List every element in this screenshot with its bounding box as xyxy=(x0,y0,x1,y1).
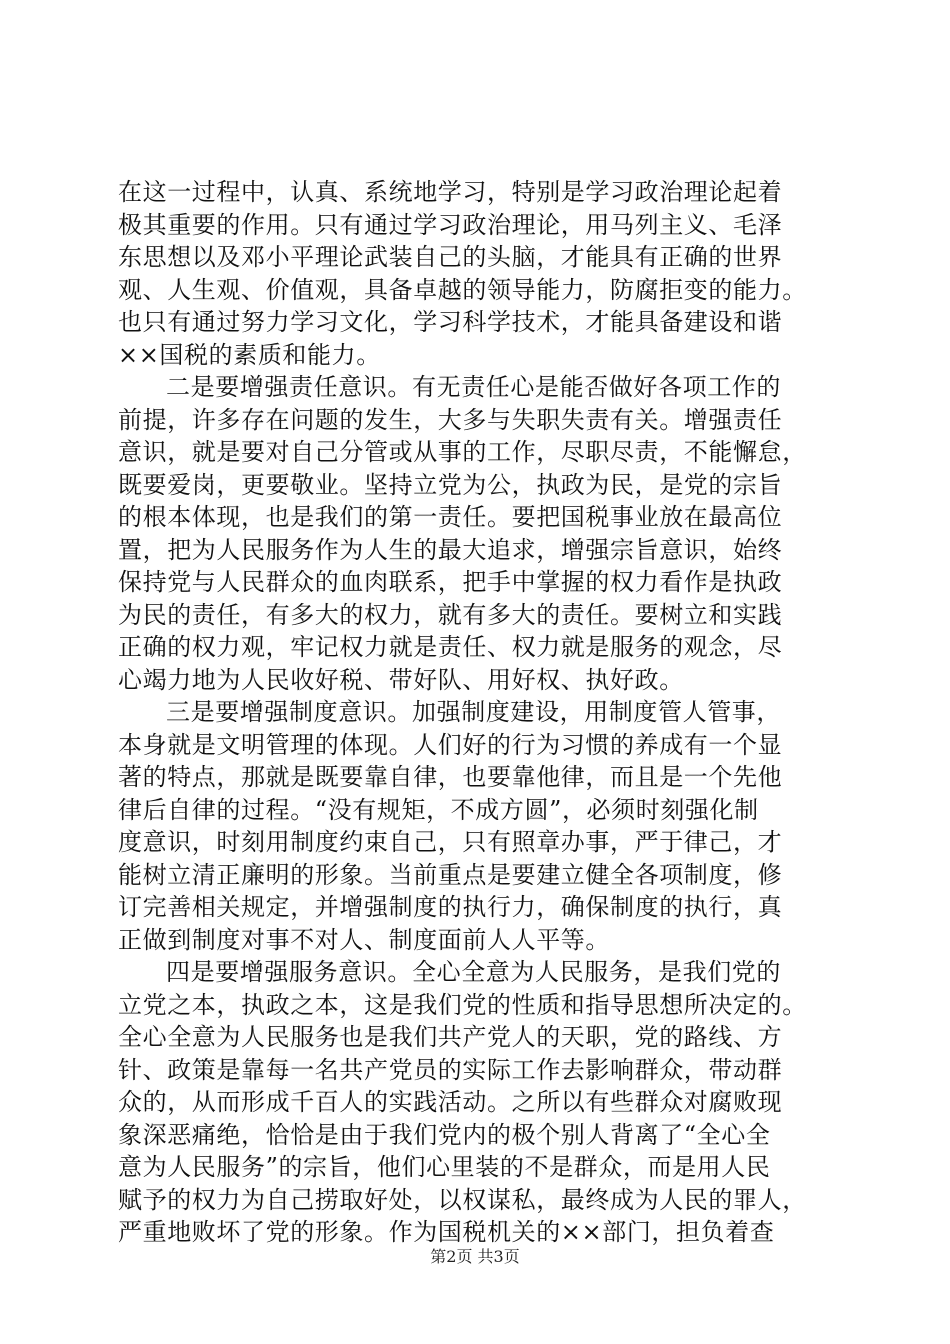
paragraph-start-line: 二是要增强责任意识。有无责任心是能否做好各项工作的 xyxy=(166,373,781,401)
text-line: 订完善相关规定，并增强制度的执行力，确保制度的执行，真 xyxy=(118,893,783,921)
text-line: 象深恶痛绝，恰恰是由于我们党内的极个别人背离了“全心全 xyxy=(118,1120,771,1149)
paragraph-start-line: 四是要增强服务意识。全心全意为人民服务，是我们党的 xyxy=(166,958,781,986)
text-line: 也只有通过努力学习文化，学习科学技术，才能具备建设和谐 xyxy=(118,308,783,336)
text-line: 极其重要的作用。只有通过学习政治理论，用马列主义、毛泽 xyxy=(118,210,783,239)
page-number-footer: 第2页 共3页 xyxy=(430,1247,520,1266)
text-line: 前提，许多存在问题的发生，大多与失职失责有关。增强责任 xyxy=(118,405,783,434)
text-line: 既要爱岗，更要敬业。坚持立党为公，执政为民，是党的宗旨 xyxy=(118,470,783,499)
text-line: 著的特点，那就是既要靠自律，也要靠他律，而且是一个先他 xyxy=(118,763,783,791)
text-line: 意为人民服务”的宗旨，他们心里装的不是群众，而是用人民 xyxy=(118,1153,771,1181)
text-line: 置，把为人民服务作为人生的最大追求，增强宗旨意识，始终 xyxy=(118,535,783,564)
text-line: 东思想以及邓小平理论武装自己的头脑，才能具有正确的世界 xyxy=(118,243,783,271)
text-line: 意识，就是要对自己分管或从事的工作，尽职尽责，不能懈怠， xyxy=(118,438,807,466)
text-line: 观、人生观、价值观，具备卓越的领导能力，防腐拒变的能力。 xyxy=(118,275,807,304)
text-line: 本身就是文明管理的体现。人们好的行为习惯的养成有一个显 xyxy=(118,730,783,759)
text-line: 为民的责任，有多大的权力，就有多大的责任。要树立和实践 xyxy=(118,600,783,629)
text-line: 的根本体现，也是我们的第一责任。要把国税事业放在最高位 xyxy=(118,503,783,531)
text-line: 律后自律的过程。“没有规矩，不成方圆”，必须时刻强化制 xyxy=(118,795,759,824)
text-line: 立党之本，执政之本，这是我们党的性质和指导思想所决定的。 xyxy=(118,990,807,1019)
text-line: 全心全意为人民服务也是我们共产党人的天职，党的路线、方 xyxy=(118,1023,783,1051)
text-line: 针、政策是靠每一名共产党员的实际工作去影响群众，带动群 xyxy=(118,1055,783,1084)
text-line: 严重地败坏了党的形象。作为国税机关的××部门，担负着查 xyxy=(118,1218,775,1246)
text-line: 正确的权力观，牢记权力就是责任、权力就是服务的观念，尽 xyxy=(118,633,783,661)
paragraph-start-line: 三是要增强制度意识。加强制度建设，用制度管人管事， xyxy=(166,698,781,726)
text-line: ××国税的素质和能力。 xyxy=(118,340,381,369)
body-text xyxy=(118,176,834,1249)
text-line: 赋予的权力为自己捞取好处，以权谋私，最终成为人民的罪人， xyxy=(118,1185,807,1214)
text-line: 在这一过程中，认真、系统地学习，特别是学习政治理论起着 xyxy=(118,178,783,206)
text-line: 众的，从而形成千百人的实践活动。之所以有些群众对腐败现 xyxy=(118,1088,783,1116)
text-line: 心竭力地为人民收好税、带好队、用好权、执好政。 xyxy=(118,665,684,694)
text-line: 保持党与人民群众的血肉联系，把手中掌握的权力看作是执政 xyxy=(118,568,783,596)
text-line: 能树立清正廉明的形象。当前重点是要建立健全各项制度，修 xyxy=(118,860,783,889)
text-line: 度意识，时刻用制度约束自己，只有照章办事，严于律己，才 xyxy=(118,828,783,856)
text-line: 正做到制度对事不对人、制度面前人人平等。 xyxy=(118,925,610,954)
